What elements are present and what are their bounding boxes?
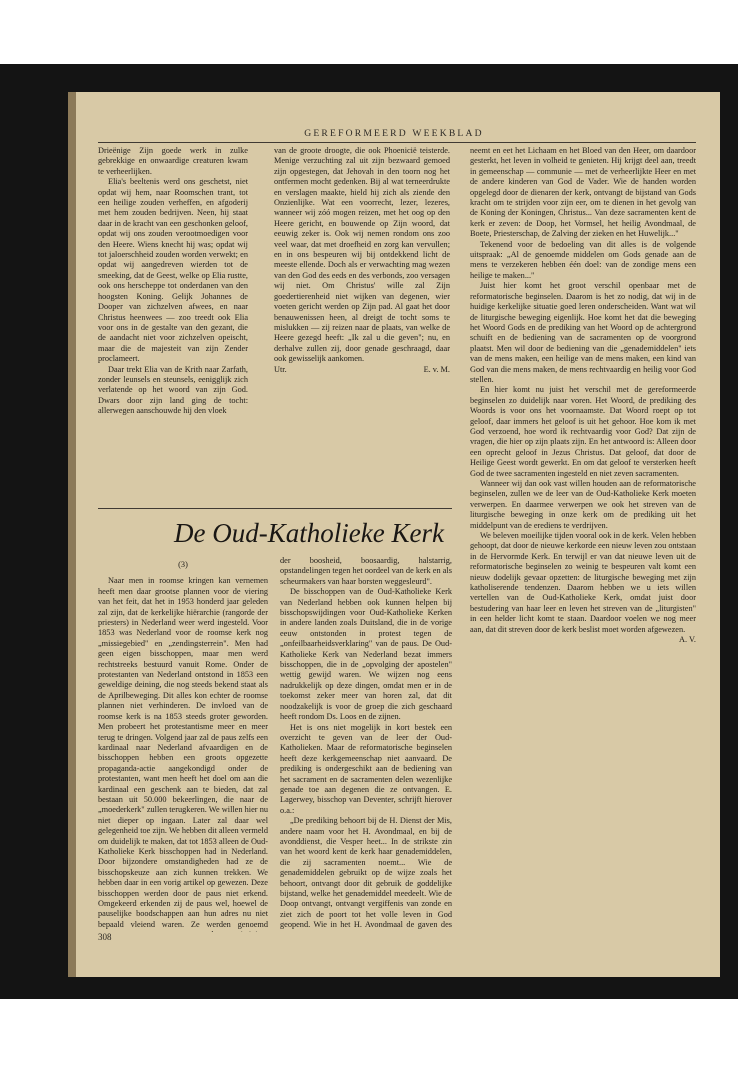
column-3	[470, 146, 696, 930]
header-rule	[98, 142, 696, 143]
column-2-bottom	[280, 556, 452, 932]
paragraph: De bisschoppen van de Oud-Katholieke Kerk van Nederland hebben ook kunnen helpen bij bisschopswijdingen voor Oud-Katholieke Kerken in andere landen zoals Duitsland, die in de vorige eeuw ontstonden in protest tegen de „onfeilbaarheidsverklaring" van de paus. De Oud-Katholieke Kerk van Nederland bezat immers bisschoppen, die in de „opvolging der apostelen" wettig gewijd waren. We wijzen nog eens nadrukkelijk op deze dingen, omdat men er in de toekomst zeker meer van horen zal, dat dit noodzakelijk is voor de groep die zich geschaard heeft rondom Ds. Loos en de zijnen.	[280, 587, 452, 722]
paragraph: We beleven moeilijke tijden vooral ook in de kerk. Velen hebben gehoopt, dat door de nieuwe kerkorde een nieuw leven zou ontstaan in de Hervormde Kerk. En terwijl er van dat nieuwe leven uit de reformatorische beginselen zo weinig te bespeuren valt komt een nieuw dodelijk gevaar opzetten: de liturgische beweging met zijn katholiserende tendenzen. Daarom hebben we u iets willen vertellen van de Oud-Katholieke Kerk, omdat juist door bestudering van haar leer en leven het streven van de „liturgisten" in een helder licht komt te staan. Daardoor voelen we nog meer aan, dat dit streven door de kerk beslist moet worden afgewezen.	[470, 531, 696, 634]
paragraph: Elia's beeltenis werd ons geschetst, niet opdat wij hem, naar Roomschen trant, tot een heilige zouden verheffen, en afgoderij met hem zouden bedrijven. Neen, hij staat daar in de kracht van een geschonken geloof, opdat wij ons zouden verootmoedigen voor den Heere. Wiens knecht hij was; opdat wij tot jaloerschheid zouden worden verwekt; en opdat wij aangedreven wierden tot de smeeking, dat de Geest, welke op Elia rustte, ook ons herscheppe tot onderdanen van den hoogsten Koning. Gelijk Johannes de Dooper van zichzelven afwees, en naar Christus heenwees — zoo treedt ook Elia voor ons in de gestalte van den gezant, die de aandacht niet voor zichzelven opeischt, maar die de majesteit van zijn Zender proclameert.	[98, 177, 248, 364]
paragraph: En hier komt nu juist het verschil met de gereformeerde beginselen zo duidelijk naar voren. Het Woord, de prediking des Woords is voor ons het voornaamste. Dat Woord roept op tot geloof, daar immers het geloof is uit het gehoor. Hoe kom ik met God verzoend, hoe word ik rechtvaardig voor God? Dat zijn de vragen, die hier op zijn plaats zijn. En het antwoord is: Alleen door een oprecht geloof in Jezus Christus. Dat geloof, dat door de Heilige Geest wordt gewerkt. En om dat geloof te versterken heeft God de twee sacramenten ingesteld en niet zeven sacramenten.	[470, 385, 696, 478]
page-number: 308	[98, 932, 112, 942]
running-header: GEREFORMEERD WEEKBLAD	[304, 128, 484, 139]
signature	[274, 365, 450, 375]
paragraph: Het is ons niet mogelijk in kort bestek een overzicht te geven van de leer der Oud-Katholieken. Maar de reformatorische beginselen heeft deze kerkgemeenschap niet aanvaard. De prediking is ondergeschikt aan de bediening van het sacrament en de sacramenten delen wezenlijke genade toe aan degenen die ze ontvangen. E. Lagerwey, bisschop van Deventer, schrijft hierover o.a.:	[280, 722, 452, 815]
paragraph: der boosheid, boosaardig, halstarrig, opstandelingen tegen het oordeel van de kerk en als scheurmakers van haar borsten weggesleurd".	[280, 556, 452, 586]
signature-initials: E. v. M.	[423, 364, 450, 374]
paragraph: Juist hier komt het groot verschil openbaar met de reformatorische beginselen. Daarom is het zo nodig, dat wij in de huidige kerkelijke situatie goed leren onderscheiden. Want wat wil de liturgische beweging eigenlijk. Hoe komt het dat die beweging het Woord Gods en de prediking van het Woord op de achtergrond schuift en de bediening van de sacramenten op de voorgrond plaatst. Men wil door de bediening van die „genademiddelen" iets van de mens maken, een heilige van de mens maken, een kind van God van die mens maken, de mens rechtvaardig en heilig voor God stellen.	[470, 281, 696, 384]
article-divider	[98, 508, 452, 509]
newspaper-page	[68, 92, 720, 977]
paragraph: Wanneer wij dan ook vast willen houden aan de reformatorische beginselen, zullen we de leer van de Oud-Katholieke Kerk moeten verwerpen. En daarmee verwerpen we ook het streven van de liturgische beweging in onze kerk om de prediking uit het middelpunt van de erediens te verdrijven.	[470, 479, 696, 530]
article-title: De Oud-Katholieke Kerk	[174, 518, 444, 548]
paragraph: Daar trekt Elia van de Krith naar Zarfath, zonder leunsels en steunsels, eenigglijk zich verlatende op het woord van zijn God. Dwars door zijn land ging de tocht: allerwegen aanschouwde hij den vloek	[98, 364, 248, 416]
signature-place: Utr.	[274, 364, 287, 374]
paragraph: „De prediking behoort bij de H. Dienst der Mis, andere naam voor het H. Avondmaal, en bij de avonddienst, die Vesper heet... In de strikste zin van het woord kent de kerk haar genademiddelen, die zij sacramenten noemt... Wie de genademiddelen gebruikt op de wijze zoals het behoort, ontvangt door dit gebruik de goddelijke bijstand, welke het genademiddel meedeelt. Wie de Doop ontvangt, ontvangt vergiffenis van zonde en ziet zich de poort tot het volle leven in God geopend. Wie in het H. Avondmaal de gaven des	[280, 816, 452, 930]
author-initials: A. V.	[679, 635, 696, 645]
paragraph: neemt en eet het Lichaam en het Bloed van den Heer, om daardoor gesterkt, het leven in volheid te genieten. Hij krijgt deel aan, treedt in gemeenschap — communie — met de verheerlijkte Heer en met de andere kinderen van God de Vader. Wie de handen worden opgelegd door de dienaren der kerk, ontvangt de bijstand van Gods kracht om te strijden voor zijn eer, om te dienen in het gevolg van de Koning der Koningen, Christus... Van deze sacramenten kent de kerk er zeven: de Doop, het Vormsel, het heilig Avondmaal, de Boete, Priesterschap, de Zalving der zieken en het Huwelijk..."	[470, 146, 696, 239]
column-2-top	[274, 146, 450, 502]
column-1-top	[98, 146, 248, 476]
paragraph: Naar men in roomse kringen kan vernemen heeft men daar grootse plannen voor de viering van het feit, dat het in 1953 honderd jaar geleden zal zijn, dat de kerkelijke hiërarchie (rangorde der priesters) in Nederland weer werd ingesteld. Voor 1853 was Nederland voor de roomse kerk nog „missiegebied" en „zendingsterrein". Men had geen eigen bisschoppen, maar men werd rechtstreeks bestuurd vanuit Rome. Onder de protestanten van Nederland ontstond in 1853 een geweldige deining, die nog steeds bekend staat als de Aprilbeweging. Dit alles kon echter de roomse plannen niet verhinderen. De invloed van de roomse kerk is na 1853 steeds groter geworden. Men probeert het protestantisme meer en meer terug te dringen. Volgend jaar zal de paus zelfs een kardinaal naar Nederland afvaardigen en de bisschoppen hebben een groots opgezette propaganda-actie aangekondigd onder de protestanten, want men heeft het doel om aan die kardinaal een geschenk aan te bieden, dat zal bestaan uit 50.000 bekeerlingen, die naar de „moederkerk" zullen terugkeren. We willen hier nu niet dieper op ingaan. Later zal daar wel gelegenheid toe zijn. We hebben dit alleen vermeld om duidelijk te maken, dat tot 1853 alleen de Oud-Katholieke Kerk bisschoppen had in Nederland. Door bijzondere omstandigheden had ze de bisschopskeuze aan zich kunnen trekken. We hebben daar in een vorig artikel op gewezen. Deze bisschoppen werden door de paus niet erkend. Omgekeerd erkenden zij de paus wel, hoewel de pauselijke boodschappen aan hun adres nu niet bepaald vleiend waren. Ze werden genoemd	[98, 576, 268, 929]
paragraph: Drieënige Zijn goede werk in zulke gebrekkige en onwaardige creaturen kwam te verheerlijken.	[98, 146, 248, 176]
paragraph: Tekenend voor de bedoeling van dit alles is de volgende uitspraak: „Al de genoemde middelen om Gods genade aan de mens te verzekeren hebben één doel: van de zondige mens een heilige te maken..."	[470, 239, 696, 280]
article-part-number: (3)	[178, 560, 188, 569]
column-1-bottom	[98, 556, 268, 932]
paragraph: van de groote droogte, die ook Phoenicië teisterde. Menige verzuchting zal uit zijn bezwaard gemoed zijn opgestegen, dat Jehovah in den toorn nog het ontfermen mocht gedenken. Bij al wat terneerdrukte en verslagen maakte, hield hij zich als ziende den Onzienlijke. Wat een voorrecht, lezer, lezeres, wanneer wij zóó mogen reizen, met het oog op den Heere gericht, en bouwende op Zijn woord, dat eeuwig zeker is. Ook wij nemen rondom ons zoo veel waar, dat met droefheid en zorg kan vervullen; en in ons bespeuren wij bij ontdekkend licht de meeste ellende. Doch als er verwachting mag wezen van den God des eeds en des verbonds, zoo versagen wij niet. Om Christus' wille zal Zijn goedertierenheid niet wijken van degenen, wier voeten gericht werden op Zijn pad. Al gaat het door benauwenissen heen, al dreigt de tocht soms te mislukken — zij reizen naar de plaats, van welke de Heere gezegd heeft: „Ik zal u die geven"; nu, en derhalve zullen zij, door genade geschraagd, daar ook gewisselijk aankomen.	[274, 146, 450, 364]
page-gutter	[68, 92, 76, 977]
